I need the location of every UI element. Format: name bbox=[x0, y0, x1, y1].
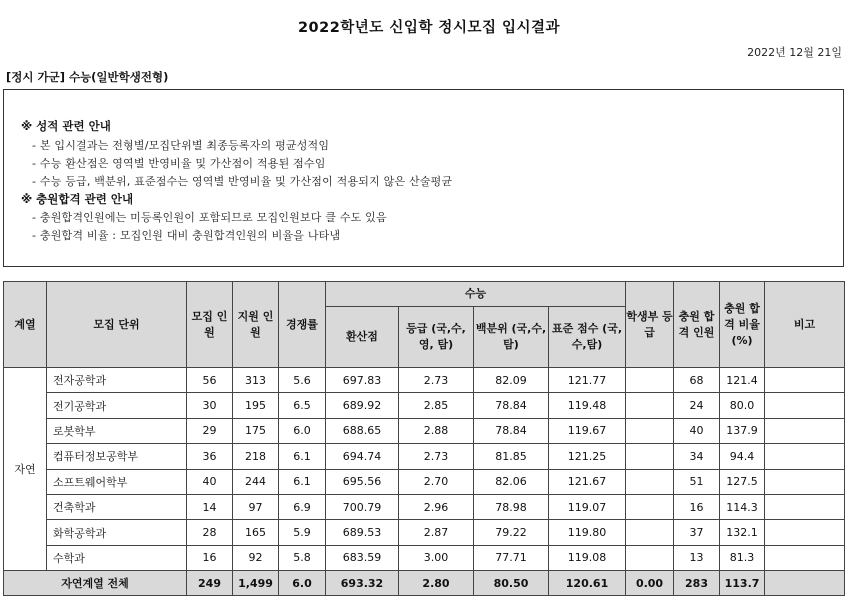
cell-ratio: 6.1 bbox=[279, 469, 326, 494]
total-extra-pass: 283 bbox=[674, 571, 720, 596]
cell-remarks bbox=[765, 520, 845, 545]
unit-name: 전자공학과 bbox=[47, 368, 187, 393]
cell-extra-pass: 13 bbox=[674, 545, 720, 570]
cell-ratio: 6.0 bbox=[279, 418, 326, 443]
total-extra-rate: 113.7 bbox=[720, 571, 765, 596]
cell-quota: 30 bbox=[187, 393, 233, 418]
cell-extra-rate: 127.5 bbox=[720, 469, 765, 494]
cell-converted: 689.92 bbox=[326, 393, 399, 418]
cell-remarks bbox=[765, 545, 845, 570]
table-row bbox=[4, 418, 845, 443]
cell-extra-pass: 37 bbox=[674, 520, 720, 545]
cell-remarks bbox=[765, 418, 845, 443]
cell-converted: 688.65 bbox=[326, 418, 399, 443]
unit-name: 컴퓨터정보공학부 bbox=[47, 444, 187, 469]
table-row bbox=[4, 545, 845, 570]
cell-applicants: 313 bbox=[233, 368, 279, 393]
cell-converted: 697.83 bbox=[326, 368, 399, 393]
total-converted: 693.32 bbox=[326, 571, 399, 596]
cell-applicants: 195 bbox=[233, 393, 279, 418]
section-title: [정시 가군] 수능(일반학생전형) bbox=[6, 70, 169, 84]
cell-standard: 121.67 bbox=[549, 469, 626, 494]
col-header-applicants: 지원 인원 bbox=[233, 282, 279, 368]
cell-remarks bbox=[765, 393, 845, 418]
pass-notice-heading: ※ 충원합격 관련 안내 bbox=[21, 192, 134, 206]
col-header-standard: 표준 점수 (국,수,탐) bbox=[549, 307, 626, 368]
cell-converted: 683.59 bbox=[326, 545, 399, 570]
cell-school-grade bbox=[626, 545, 674, 570]
col-header-ratio: 경쟁률 bbox=[279, 282, 326, 368]
unit-name: 로봇학부 bbox=[47, 418, 187, 443]
score-notice-line: - 수능 등급, 백분위, 표준점수는 영역별 반영비율 및 가산점이 적용되지 않은 산술평균 bbox=[32, 175, 453, 188]
cell-remarks bbox=[765, 494, 845, 519]
cell-applicants: 175 bbox=[233, 418, 279, 443]
cell-school-grade bbox=[626, 393, 674, 418]
col-header-school-grade: 학생부 등급 bbox=[626, 282, 674, 368]
unit-name: 수학과 bbox=[47, 545, 187, 570]
cell-extra-rate: 80.0 bbox=[720, 393, 765, 418]
cell-ratio: 5.9 bbox=[279, 520, 326, 545]
cell-ratio: 6.9 bbox=[279, 494, 326, 519]
cell-converted: 689.53 bbox=[326, 520, 399, 545]
table-row bbox=[4, 368, 845, 393]
cell-extra-pass: 16 bbox=[674, 494, 720, 519]
table-row bbox=[4, 393, 845, 418]
cell-standard: 121.77 bbox=[549, 368, 626, 393]
cell-ratio: 5.8 bbox=[279, 545, 326, 570]
cell-standard: 119.67 bbox=[549, 418, 626, 443]
cell-remarks bbox=[765, 469, 845, 494]
table-row bbox=[4, 494, 845, 519]
notice-box bbox=[3, 89, 844, 267]
cell-grade: 2.73 bbox=[399, 444, 474, 469]
publish-date: 2022년 12월 21일 bbox=[747, 46, 842, 59]
pass-notice-line: - 충원합격인원에는 미등록인원이 포함되므로 모집인원보다 클 수도 있음 bbox=[32, 211, 387, 224]
cell-extra-rate: 81.3 bbox=[720, 545, 765, 570]
group-cell: 자연 bbox=[4, 368, 47, 571]
cell-quota: 14 bbox=[187, 494, 233, 519]
cell-quota: 36 bbox=[187, 444, 233, 469]
cell-extra-pass: 51 bbox=[674, 469, 720, 494]
unit-name: 화학공학과 bbox=[47, 520, 187, 545]
cell-applicants: 92 bbox=[233, 545, 279, 570]
cell-percentile: 78.84 bbox=[474, 393, 549, 418]
score-notice-heading: ※ 성적 관련 안내 bbox=[21, 119, 111, 133]
col-header-grade: 등급 (국,수,영, 탐) bbox=[399, 307, 474, 368]
col-header-group: 계열 bbox=[4, 282, 47, 368]
cell-grade: 2.70 bbox=[399, 469, 474, 494]
col-header-extra-pass: 충원 합격 인원 bbox=[674, 282, 720, 368]
cell-extra-rate: 121.4 bbox=[720, 368, 765, 393]
score-notice-line: - 본 입시결과는 전형별/모집단위별 최종등록자의 평균성적임 bbox=[32, 139, 330, 152]
cell-school-grade bbox=[626, 368, 674, 393]
cell-grade: 2.87 bbox=[399, 520, 474, 545]
cell-percentile: 78.98 bbox=[474, 494, 549, 519]
total-row bbox=[4, 571, 845, 596]
page-title: 2022학년도 신입학 정시모집 입시결과 bbox=[297, 20, 561, 36]
results-table bbox=[3, 281, 845, 596]
cell-ratio: 6.5 bbox=[279, 393, 326, 418]
cell-quota: 28 bbox=[187, 520, 233, 545]
cell-grade: 2.85 bbox=[399, 393, 474, 418]
cell-converted: 694.74 bbox=[326, 444, 399, 469]
cell-standard: 121.25 bbox=[549, 444, 626, 469]
cell-extra-pass: 34 bbox=[674, 444, 720, 469]
cell-extra-pass: 24 bbox=[674, 393, 720, 418]
cell-converted: 695.56 bbox=[326, 469, 399, 494]
cell-school-grade bbox=[626, 520, 674, 545]
table-row bbox=[4, 469, 845, 494]
cell-percentile: 82.09 bbox=[474, 368, 549, 393]
cell-applicants: 218 bbox=[233, 444, 279, 469]
cell-extra-rate: 132.1 bbox=[720, 520, 765, 545]
cell-standard: 119.07 bbox=[549, 494, 626, 519]
col-header-remarks: 비고 bbox=[765, 282, 845, 368]
cell-remarks bbox=[765, 368, 845, 393]
col-header-converted: 환산점 bbox=[326, 307, 399, 368]
unit-name: 건축학과 bbox=[47, 494, 187, 519]
cell-remarks bbox=[765, 444, 845, 469]
cell-converted: 700.79 bbox=[326, 494, 399, 519]
cell-school-grade bbox=[626, 494, 674, 519]
cell-applicants: 244 bbox=[233, 469, 279, 494]
cell-school-grade bbox=[626, 418, 674, 443]
cell-percentile: 81.85 bbox=[474, 444, 549, 469]
cell-percentile: 82.06 bbox=[474, 469, 549, 494]
total-standard: 120.61 bbox=[549, 571, 626, 596]
cell-applicants: 97 bbox=[233, 494, 279, 519]
cell-grade: 2.96 bbox=[399, 494, 474, 519]
table-row bbox=[4, 520, 845, 545]
pass-notice-line: - 충원합격 비율 : 모집인원 대비 충원합격인원의 비율을 나타냄 bbox=[32, 229, 341, 242]
cell-percentile: 78.84 bbox=[474, 418, 549, 443]
total-quota: 249 bbox=[187, 571, 233, 596]
total-label: 자연계열 전체 bbox=[4, 571, 187, 596]
table-row bbox=[4, 444, 845, 469]
cell-percentile: 79.22 bbox=[474, 520, 549, 545]
score-notice-line: - 수능 환산점은 영역별 반영비율 및 가산점이 적용된 점수임 bbox=[32, 157, 326, 170]
cell-standard: 119.08 bbox=[549, 545, 626, 570]
cell-ratio: 5.6 bbox=[279, 368, 326, 393]
cell-extra-rate: 137.9 bbox=[720, 418, 765, 443]
cell-extra-rate: 94.4 bbox=[720, 444, 765, 469]
cell-grade: 2.73 bbox=[399, 368, 474, 393]
cell-quota: 16 bbox=[187, 545, 233, 570]
col-header-unit: 모집 단위 bbox=[47, 282, 187, 368]
cell-quota: 40 bbox=[187, 469, 233, 494]
col-header-quota: 모집 인원 bbox=[187, 282, 233, 368]
total-ratio: 6.0 bbox=[279, 571, 326, 596]
total-percentile: 80.50 bbox=[474, 571, 549, 596]
cell-extra-rate: 114.3 bbox=[720, 494, 765, 519]
col-header-suneung: 수능 bbox=[326, 282, 626, 307]
cell-standard: 119.48 bbox=[549, 393, 626, 418]
unit-name: 전기공학과 bbox=[47, 393, 187, 418]
cell-applicants: 165 bbox=[233, 520, 279, 545]
cell-ratio: 6.1 bbox=[279, 444, 326, 469]
cell-extra-pass: 40 bbox=[674, 418, 720, 443]
col-header-percentile: 백분위 (국,수,탐) bbox=[474, 307, 549, 368]
unit-name: 소프트웨어학부 bbox=[47, 469, 187, 494]
total-applicants: 1,499 bbox=[233, 571, 279, 596]
cell-quota: 56 bbox=[187, 368, 233, 393]
cell-grade: 3.00 bbox=[399, 545, 474, 570]
cell-school-grade bbox=[626, 444, 674, 469]
cell-school-grade bbox=[626, 469, 674, 494]
cell-grade: 2.88 bbox=[399, 418, 474, 443]
total-school-grade: 0.00 bbox=[626, 571, 674, 596]
cell-percentile: 77.71 bbox=[474, 545, 549, 570]
col-header-extra-rate: 충원 합격 비율 (%) bbox=[720, 282, 765, 368]
cell-quota: 29 bbox=[187, 418, 233, 443]
cell-standard: 119.80 bbox=[549, 520, 626, 545]
cell-extra-pass: 68 bbox=[674, 368, 720, 393]
total-remarks bbox=[765, 571, 845, 596]
total-grade: 2.80 bbox=[399, 571, 474, 596]
